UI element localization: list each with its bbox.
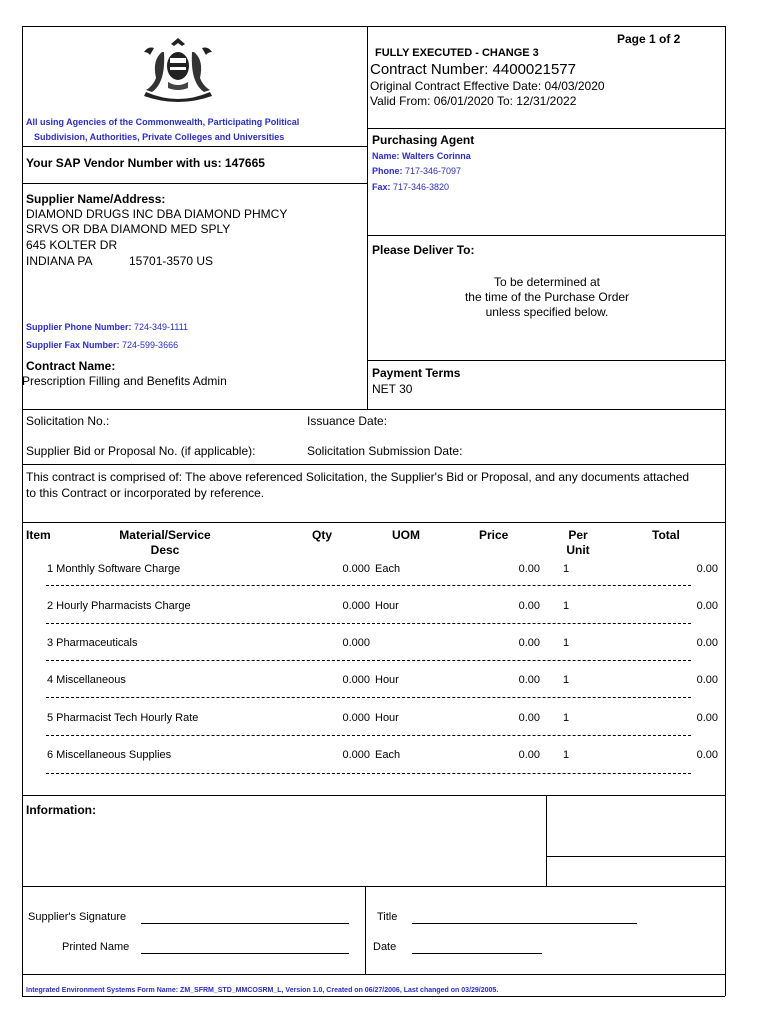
solicitation-no: Solicitation No.:: [26, 414, 110, 428]
submission-date: Solicitation Submission Date:: [307, 444, 463, 458]
date-label: Date: [373, 941, 397, 953]
divider-footer: [22, 974, 725, 975]
supplier-phone: [26, 322, 188, 332]
divider-agent-top: [367, 128, 725, 129]
page-number: Page 1 of 2: [617, 32, 681, 46]
row-2-qty: 0.000: [342, 600, 370, 612]
row-4-desc: 4 Miscellaneous: [47, 674, 126, 686]
row-5-desc: 5 Pharmacist Tech Hourly Rate: [47, 712, 199, 724]
deliver-line3: unless specified below.: [485, 305, 609, 319]
supplier-heading: Supplier Name/Address:: [26, 192, 166, 206]
row-5-qty: 0.000: [342, 712, 370, 724]
title-label: Title: [377, 911, 398, 923]
header-item: Item: [26, 528, 51, 542]
row-1-price: 0.00: [518, 563, 540, 575]
divider-deliver: [367, 235, 725, 236]
agent-name-label: Name:: [372, 151, 403, 161]
deliver-line1: To be determined at: [493, 275, 601, 289]
divider-information: [22, 795, 725, 796]
divider-middle: [367, 26, 368, 410]
supplier-phone-label: Supplier Phone Number:: [26, 322, 135, 332]
divider-comprised: [22, 464, 725, 465]
payment-terms: NET 30: [372, 382, 413, 396]
agent-fax-label: Fax:: [372, 182, 394, 192]
row-3-per: 1: [563, 637, 570, 649]
border-left: [22, 26, 23, 886]
sap-vendor-number: Your SAP Vendor Number with us: 147665: [26, 156, 265, 170]
deliver-heading: Please Deliver To:: [372, 243, 475, 257]
supplier-fax: [26, 340, 178, 350]
supplier-phone-value: 724-349-1111: [134, 322, 189, 332]
row-2-per: 1: [563, 600, 570, 612]
divider-signature: [22, 886, 725, 887]
row-4-total: 0.00: [696, 674, 718, 686]
row-3-separator: [46, 660, 691, 661]
divider-table-top: [22, 522, 725, 523]
row-1-uom: Each: [375, 563, 401, 575]
agencies-line2: Subdivision, Authorities, Private Colleges and Universities: [34, 132, 285, 142]
issuance-date: Issuance Date:: [307, 414, 388, 428]
row-6-total: 0.00: [696, 749, 718, 761]
date-line[interactable]: [412, 941, 542, 954]
agent-fax: [372, 182, 449, 192]
row-4-uom: Hour: [375, 674, 399, 686]
agent-name: [372, 151, 471, 161]
original-effective-date: Original Contract Effective Date: 04/03/2020: [370, 79, 605, 93]
agent-name-value: Walters Corinna: [402, 151, 471, 161]
deliver-line2: the time of the Purchase Order: [464, 290, 630, 304]
agent-phone: [372, 166, 461, 176]
printed-name-line[interactable]: [141, 941, 349, 954]
footer-form-name: Integrated Environment Systems Form Name: ZM_SFRM_STD_MMCOSRM_L, Version 1.0, Created on 06/27/2006, Last changed on 03/29/2005.: [26, 987, 499, 994]
contract-number: Contract Number: 4400021577: [370, 61, 576, 78]
row-1-qty: 0.000: [342, 563, 370, 575]
header-desc: Desc: [150, 543, 180, 557]
agent-heading: Purchasing Agent: [372, 133, 475, 147]
comprised-line1: This contract is comprised of: The above referenced Solicitation, the Supplier's Bid or Proposal, and any documents attached: [26, 470, 690, 484]
border-bottom: [22, 996, 725, 997]
row-4-qty: 0.000: [342, 674, 370, 686]
agent-phone-value: 717-346-7097: [405, 166, 462, 176]
row-6-per: 1: [563, 749, 570, 761]
row-6-desc: 6 Miscellaneous Supplies: [47, 749, 172, 761]
information-heading: Information:: [26, 803, 96, 817]
row-2-price: 0.00: [518, 600, 540, 612]
row-6-separator: [46, 773, 691, 774]
border-left-lower: [22, 886, 23, 996]
supplier-fax-label: Supplier Fax Number:: [26, 340, 123, 350]
row-5-per: 1: [563, 712, 570, 724]
row-1-desc: 1 Monthly Software Charge: [47, 563, 181, 575]
row-1-total: 0.00: [696, 563, 718, 575]
row-1-separator: [46, 585, 691, 586]
row-2-separator: [46, 623, 691, 624]
row-5-separator: [46, 735, 691, 736]
row-4-separator: [46, 697, 691, 698]
contract-status: FULLY EXECUTED - CHANGE 3: [375, 47, 539, 59]
header-material: Material/Service: [119, 528, 211, 542]
divider-information-box-mid: [546, 856, 725, 857]
agent-phone-label: Phone:: [372, 166, 405, 176]
row-5-price: 0.00: [518, 712, 540, 724]
row-3-qty: 0.000: [342, 637, 370, 649]
valid-dates: Valid From: 06/01/2020 To: 12/31/2022: [370, 94, 577, 108]
divider-sap: [22, 183, 367, 184]
supplier-line3: 645 KOLTER DR: [26, 238, 118, 252]
row-3-desc: 3 Pharmaceuticals: [47, 637, 138, 649]
row-4-price: 0.00: [518, 674, 540, 686]
pennsylvania-seal-icon: [140, 36, 216, 102]
divider-solicitation: [22, 409, 725, 410]
divider-agencies: [22, 146, 367, 147]
contract-name: Prescription Filling and Benefits Admin: [22, 374, 227, 388]
row-5-uom: Hour: [375, 712, 399, 724]
supplier-line1: DIAMOND DRUGS INC DBA DIAMOND PHMCY: [26, 207, 288, 221]
row-6-uom: Each: [375, 749, 401, 761]
header-price: Price: [479, 528, 509, 542]
row-3-price: 0.00: [518, 637, 540, 649]
divider-signature-mid: [365, 886, 366, 974]
bid-proposal-no: Supplier Bid or Proposal No. (if applicable):: [26, 444, 256, 458]
header-total: Total: [652, 528, 680, 542]
row-4-per: 1: [563, 674, 570, 686]
divider-payment: [367, 360, 725, 361]
row-2-uom: Hour: [375, 600, 399, 612]
row-6-qty: 0.000: [342, 749, 370, 761]
agent-fax-value: 717-346-3820: [393, 182, 450, 192]
row-2-total: 0.00: [696, 600, 718, 612]
row-6-price: 0.00: [518, 749, 540, 761]
supplier-fax-value: 724-599-3666: [122, 340, 179, 350]
header-unit: Unit: [566, 543, 590, 557]
border-top: [22, 26, 725, 27]
supplier-city: INDIANA PA: [26, 254, 93, 268]
title-line[interactable]: [412, 911, 637, 924]
payment-heading: Payment Terms: [372, 366, 461, 380]
supplier-line2: SRVS OR DBA DIAMOND MED SPLY: [26, 222, 231, 236]
border-right: [725, 26, 726, 996]
supplier-signature-label: Supplier's Signature: [28, 911, 127, 923]
row-5-total: 0.00: [696, 712, 718, 724]
supplier-zip: 15701-3570 US: [129, 254, 214, 268]
supplier-signature-line[interactable]: [141, 911, 349, 924]
agencies-line1: All using Agencies of the Commonwealth, Participating Political: [26, 117, 300, 127]
header-qty: Qty: [312, 528, 333, 542]
comprised-line2: to this Contract or incorporated by reference.: [26, 486, 265, 500]
printed-name-label: Printed Name: [62, 941, 130, 953]
row-1-per: 1: [563, 563, 570, 575]
contract-name-heading: Contract Name:: [26, 359, 116, 373]
row-2-desc: 2 Hourly Pharmacists Charge: [47, 600, 191, 612]
header-per: Per: [568, 528, 588, 542]
divider-information-box: [546, 795, 547, 886]
row-3-total: 0.00: [696, 637, 718, 649]
header-uom: UOM: [392, 528, 420, 542]
